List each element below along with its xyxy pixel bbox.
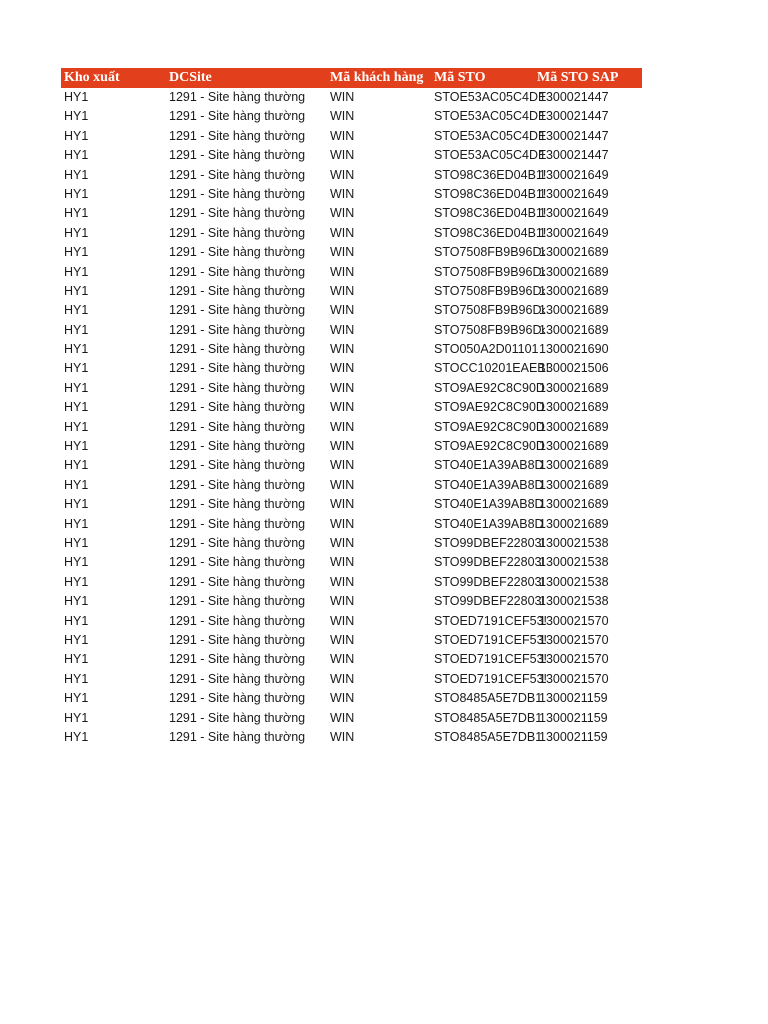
cell-ma-khach-hang[interactable]: WIN — [330, 225, 355, 240]
cell-dcsite[interactable]: 1291 - Site hàng thường — [169, 439, 306, 454]
cell-ma-sto-sap[interactable]: 1300021689 — [539, 439, 609, 454]
table-header-row — [61, 68, 642, 88]
table-row — [61, 612, 642, 631]
cell-ma-sto-sap[interactable]: 1300021689 — [539, 477, 609, 492]
cell-ma-khach-hang[interactable]: WIN — [330, 90, 355, 104]
cell-ma-sto[interactable]: STO40E1A39AB8D — [434, 477, 544, 492]
cell-dcsite[interactable]: 1291 - Site hàng thường — [169, 516, 306, 531]
cell-ma-khach-hang[interactable]: WIN — [330, 574, 355, 589]
cell-kho-xuat[interactable]: HY1 — [64, 167, 89, 182]
cell-dcsite[interactable]: 1291 - Site hàng thường — [169, 691, 306, 706]
cell-kho-xuat[interactable]: HY1 — [64, 380, 89, 395]
table-row — [61, 592, 642, 611]
cell-kho-xuat[interactable]: HY1 — [64, 516, 89, 531]
cell-ma-khach-hang[interactable]: WIN — [330, 264, 355, 279]
cell-dcsite[interactable]: 1291 - Site hàng thường — [169, 574, 306, 589]
cell-ma-sto-sap[interactable]: 1300021538 — [539, 555, 609, 570]
cell-ma-sto[interactable]: STO99DBEF22803I — [434, 574, 545, 589]
cell-ma-sto[interactable]: STO9AE92C8C90D — [434, 439, 545, 454]
cell-kho-xuat[interactable]: HY1 — [64, 342, 89, 357]
cell-ma-sto-sap[interactable]: 1300021649 — [539, 186, 609, 201]
cell-ma-sto-sap[interactable]: 1300021689 — [539, 380, 609, 395]
cell-kho-xuat[interactable]: HY1 — [64, 555, 89, 570]
table-row — [61, 379, 642, 398]
table-row — [61, 301, 642, 320]
cell-ma-sto[interactable]: STO7508FB9B96D‹ — [434, 303, 546, 318]
cell-kho-xuat[interactable]: HY1 — [64, 710, 89, 725]
table-row — [61, 282, 642, 301]
cell-ma-sto-sap[interactable]: 1300021570 — [539, 632, 609, 647]
cell-ma-khach-hang[interactable]: WIN — [330, 283, 355, 298]
cell-dcsite[interactable]: 1291 - Site hàng thường — [169, 361, 306, 376]
cell-ma-khach-hang[interactable]: WIN — [330, 419, 355, 434]
table-row — [61, 204, 642, 223]
header-ma-sto[interactable]: Mã STO — [434, 70, 486, 85]
table-body — [61, 88, 642, 747]
table-row — [61, 418, 642, 437]
cell-dcsite[interactable]: 1291 - Site hàng thường — [169, 206, 306, 221]
cell-ma-sto-sap[interactable]: 1300021570 — [539, 671, 609, 686]
cell-ma-sto-sap[interactable]: 1300021689 — [539, 516, 609, 531]
cell-ma-khach-hang[interactable]: WIN — [330, 691, 355, 706]
cell-ma-khach-hang[interactable]: WIN — [330, 380, 355, 395]
header-dcsite[interactable]: DCSite — [169, 70, 212, 85]
cell-dcsite[interactable]: 1291 - Site hàng thường — [169, 652, 306, 667]
cell-ma-khach-hang[interactable]: WIN — [330, 439, 355, 454]
cell-ma-sto[interactable]: STO40E1A39AB8D — [434, 497, 544, 512]
cell-ma-sto-sap[interactable]: 1300021689 — [539, 283, 609, 298]
cell-ma-sto-sap[interactable]: 1300021689 — [539, 245, 609, 260]
cell-ma-sto[interactable]: STO7508FB9B96D‹ — [434, 264, 546, 279]
spreadsheet-table — [61, 68, 642, 747]
table-row — [61, 166, 642, 185]
cell-ma-khach-hang[interactable]: WIN — [330, 710, 355, 725]
header-kho-xuat[interactable]: Kho xuất — [64, 70, 120, 85]
cell-ma-khach-hang[interactable]: WIN — [330, 400, 355, 415]
cell-dcsite[interactable]: 1291 - Site hàng thường — [169, 283, 306, 298]
table-row — [61, 709, 642, 728]
cell-ma-sto[interactable]: STOE53AC05C4DE — [434, 109, 547, 124]
cell-ma-sto[interactable]: STOCC10201EAEB! — [434, 361, 550, 376]
cell-ma-sto[interactable]: STO9AE92C8C90D — [434, 400, 545, 415]
cell-dcsite[interactable]: 1291 - Site hàng thường — [169, 419, 306, 434]
cell-dcsite[interactable]: 1291 - Site hàng thường — [169, 671, 306, 686]
cell-ma-khach-hang[interactable]: WIN — [330, 109, 355, 124]
table-row — [61, 398, 642, 417]
cell-kho-xuat[interactable]: HY1 — [64, 574, 89, 589]
table-row — [61, 127, 642, 146]
cell-dcsite[interactable]: 1291 - Site hàng thường — [169, 729, 306, 744]
cell-dcsite[interactable]: 1291 - Site hàng thường — [169, 148, 306, 163]
cell-ma-sto-sap[interactable]: 1300021570 — [539, 652, 609, 667]
cell-ma-sto-sap[interactable]: 1300021447 — [539, 128, 609, 143]
cell-ma-sto-sap[interactable]: 1300021538 — [539, 535, 609, 550]
table-row — [61, 515, 642, 534]
table-row — [61, 631, 642, 650]
table-row — [61, 728, 642, 747]
cell-ma-khach-hang[interactable]: WIN — [330, 652, 355, 667]
cell-ma-sto[interactable]: STOE53AC05C4DE — [434, 148, 547, 163]
cell-kho-xuat[interactable]: HY1 — [64, 594, 89, 609]
cell-kho-xuat[interactable]: HY1 — [64, 148, 89, 163]
cell-ma-sto[interactable]: STO7508FB9B96D‹ — [434, 283, 546, 298]
cell-ma-sto-sap[interactable]: 1300021689 — [539, 322, 609, 337]
cell-ma-sto[interactable]: STO8485A5E7DB1 — [434, 729, 543, 744]
header-ma-sto-sap[interactable]: Mã STO SAP — [537, 70, 619, 85]
table-row — [61, 573, 642, 592]
cell-dcsite[interactable]: 1291 - Site hàng thường — [169, 710, 306, 725]
cell-kho-xuat[interactable]: HY1 — [64, 206, 89, 221]
cell-ma-sto[interactable]: STOE53AC05C4DE — [434, 90, 547, 104]
cell-ma-khach-hang[interactable]: WIN — [330, 186, 355, 201]
table-row — [61, 495, 642, 514]
cell-kho-xuat[interactable]: HY1 — [64, 632, 89, 647]
cell-ma-sto[interactable]: STO7508FB9B96D‹ — [434, 322, 546, 337]
cell-dcsite[interactable]: 1291 - Site hàng thường — [169, 497, 306, 512]
cell-kho-xuat[interactable]: HY1 — [64, 613, 89, 628]
cell-ma-sto-sap[interactable]: 1300021649 — [539, 167, 609, 182]
table-row — [61, 553, 642, 572]
cell-ma-sto[interactable]: STO99DBEF22803I — [434, 555, 545, 570]
cell-ma-khach-hang[interactable]: WIN — [330, 671, 355, 686]
cell-ma-sto-sap[interactable]: 1300021538 — [539, 574, 609, 589]
cell-ma-sto-sap[interactable]: 1300021689 — [539, 419, 609, 434]
cell-ma-sto[interactable]: STOED7191CEF53! — [434, 652, 548, 667]
cell-ma-sto[interactable]: STO98C36ED04B1! — [434, 225, 547, 240]
cell-ma-sto-sap[interactable]: 1300021159 — [539, 729, 608, 744]
table-row — [61, 107, 642, 126]
cell-kho-xuat[interactable]: HY1 — [64, 535, 89, 550]
cell-ma-sto[interactable]: STO99DBEF22803I — [434, 535, 545, 550]
cell-ma-sto[interactable]: STOE53AC05C4DE — [434, 128, 547, 143]
cell-dcsite[interactable]: 1291 - Site hàng thường — [169, 264, 306, 279]
cell-dcsite[interactable]: 1291 - Site hàng thường — [169, 613, 306, 628]
cell-dcsite[interactable]: 1291 - Site hàng thường — [169, 458, 306, 473]
cell-kho-xuat[interactable]: HY1 — [64, 691, 89, 706]
cell-kho-xuat[interactable]: HY1 — [64, 652, 89, 667]
cell-kho-xuat[interactable]: HY1 — [64, 264, 89, 279]
cell-ma-khach-hang[interactable]: WIN — [330, 148, 355, 163]
cell-ma-sto[interactable]: STO9AE92C8C90D — [434, 380, 545, 395]
cell-ma-khach-hang[interactable]: WIN — [330, 555, 355, 570]
cell-dcsite[interactable]: 1291 - Site hàng thường — [169, 477, 306, 492]
cell-ma-sto-sap[interactable]: 1300021649 — [539, 225, 609, 240]
cell-ma-khach-hang[interactable]: WIN — [330, 613, 355, 628]
cell-dcsite[interactable]: 1291 - Site hàng thường — [169, 342, 306, 357]
cell-ma-sto[interactable]: STO98C36ED04B1! — [434, 186, 547, 201]
table-row — [61, 476, 642, 495]
cell-ma-sto-sap[interactable]: 1300021447 — [539, 109, 609, 124]
cell-kho-xuat[interactable]: HY1 — [64, 400, 89, 415]
cell-dcsite[interactable]: 1291 - Site hàng thường — [169, 167, 306, 182]
cell-ma-sto[interactable]: STO8485A5E7DB1 — [434, 691, 543, 706]
cell-dcsite[interactable]: 1291 - Site hàng thường — [169, 555, 306, 570]
table-row — [61, 185, 642, 204]
cell-ma-sto[interactable]: STO40E1A39AB8D — [434, 458, 544, 473]
cell-dcsite[interactable]: 1291 - Site hàng thường — [169, 380, 306, 395]
table-row — [61, 437, 642, 456]
cell-kho-xuat[interactable]: HY1 — [64, 322, 89, 337]
cell-dcsite[interactable]: 1291 - Site hàng thường — [169, 322, 306, 337]
cell-ma-sto[interactable]: STO40E1A39AB8D — [434, 516, 544, 531]
cell-ma-sto-sap[interactable]: 1300021689 — [539, 458, 609, 473]
cell-kho-xuat[interactable]: HY1 — [64, 186, 89, 201]
table-row — [61, 88, 642, 107]
cell-ma-sto-sap[interactable]: 1300021538 — [539, 594, 609, 609]
cell-ma-sto-sap[interactable]: 1300021159 — [539, 710, 608, 725]
table-row — [61, 146, 642, 165]
table-row — [61, 243, 642, 262]
cell-ma-khach-hang[interactable]: WIN — [330, 128, 355, 143]
cell-ma-sto-sap[interactable]: 1300021689 — [539, 264, 609, 279]
cell-ma-sto[interactable]: STO8485A5E7DB1 — [434, 710, 543, 725]
cell-kho-xuat[interactable]: HY1 — [64, 671, 89, 686]
cell-ma-khach-hang[interactable]: WIN — [330, 535, 355, 550]
cell-dcsite[interactable]: 1291 - Site hàng thường — [169, 109, 306, 124]
table-row — [61, 359, 642, 378]
cell-ma-sto-sap[interactable]: 1300021570 — [539, 613, 609, 628]
cell-dcsite[interactable]: 1291 - Site hàng thường — [169, 535, 306, 550]
cell-ma-khach-hang[interactable]: WIN — [330, 342, 355, 357]
cell-ma-sto[interactable]: STOED7191CEF53! — [434, 671, 548, 686]
cell-ma-khach-hang[interactable]: WIN — [330, 167, 355, 182]
cell-ma-khach-hang[interactable]: WIN — [330, 245, 355, 260]
cell-ma-sto[interactable]: STO050A2D01101 — [434, 342, 539, 357]
cell-kho-xuat[interactable]: HY1 — [64, 419, 89, 434]
cell-ma-khach-hang[interactable]: WIN — [330, 516, 355, 531]
cell-ma-sto-sap[interactable]: 1300021447 — [539, 90, 609, 104]
cell-dcsite[interactable]: 1291 - Site hàng thường — [169, 400, 306, 415]
cell-ma-khach-hang[interactable]: WIN — [330, 632, 355, 647]
cell-dcsite[interactable]: 1291 - Site hàng thường — [169, 303, 306, 318]
cell-kho-xuat[interactable]: HY1 — [64, 361, 89, 376]
cell-ma-khach-hang[interactable]: WIN — [330, 303, 355, 318]
cell-kho-xuat[interactable]: HY1 — [64, 729, 89, 744]
cell-ma-khach-hang[interactable]: WIN — [330, 458, 355, 473]
header-ma-khach-hang[interactable]: Mã khách hàng — [330, 70, 424, 85]
cell-ma-sto-sap[interactable]: 1300021447 — [539, 148, 609, 163]
cell-ma-khach-hang[interactable]: WIN — [330, 361, 355, 376]
cell-kho-xuat[interactable]: HY1 — [64, 497, 89, 512]
cell-ma-sto[interactable]: STO98C36ED04B1! — [434, 206, 547, 221]
cell-ma-sto-sap[interactable]: 1300021689 — [539, 303, 609, 318]
cell-ma-sto[interactable]: STO7508FB9B96D‹ — [434, 245, 546, 260]
cell-kho-xuat[interactable]: HY1 — [64, 283, 89, 298]
cell-ma-sto-sap[interactable]: 1300021649 — [539, 206, 609, 221]
cell-ma-sto-sap[interactable]: 1300021689 — [539, 400, 609, 415]
table-row — [61, 650, 642, 669]
cell-ma-khach-hang[interactable]: WIN — [330, 206, 355, 221]
cell-ma-sto-sap[interactable]: 1300021159 — [539, 691, 608, 706]
table-row — [61, 456, 642, 475]
table-row — [61, 224, 642, 243]
table-row — [61, 321, 642, 340]
cell-ma-khach-hang[interactable]: WIN — [330, 729, 355, 744]
cell-kho-xuat[interactable]: HY1 — [64, 225, 89, 240]
table-row — [61, 689, 642, 708]
cell-dcsite[interactable]: 1291 - Site hàng thường — [169, 128, 306, 143]
cell-ma-sto-sap[interactable]: 1300021689 — [539, 497, 609, 512]
table-row — [61, 670, 642, 689]
cell-ma-sto[interactable]: STOED7191CEF53! — [434, 632, 548, 647]
cell-ma-sto-sap[interactable]: 1300021690 — [539, 342, 609, 357]
cell-dcsite[interactable]: 1291 - Site hàng thường — [169, 90, 306, 104]
cell-ma-khach-hang[interactable]: WIN — [330, 594, 355, 609]
cell-kho-xuat[interactable]: HY1 — [64, 128, 89, 143]
cell-ma-sto[interactable]: STO99DBEF22803I — [434, 594, 545, 609]
cell-kho-xuat[interactable]: HY1 — [64, 109, 89, 124]
cell-kho-xuat[interactable]: HY1 — [64, 303, 89, 318]
cell-dcsite[interactable]: 1291 - Site hàng thường — [169, 186, 306, 201]
cell-kho-xuat[interactable]: HY1 — [64, 245, 89, 260]
cell-kho-xuat[interactable]: HY1 — [64, 458, 89, 473]
cell-ma-khach-hang[interactable]: WIN — [330, 497, 355, 512]
cell-ma-khach-hang[interactable]: WIN — [330, 322, 355, 337]
table-row — [61, 340, 642, 359]
cell-ma-sto-sap[interactable]: 1300021506 — [539, 361, 609, 376]
cell-kho-xuat[interactable]: HY1 — [64, 439, 89, 454]
cell-ma-sto[interactable]: STOED7191CEF53! — [434, 613, 548, 628]
cell-dcsite[interactable]: 1291 - Site hàng thường — [169, 632, 306, 647]
table-row — [61, 534, 642, 553]
cell-dcsite[interactable]: 1291 - Site hàng thường — [169, 225, 306, 240]
cell-ma-sto[interactable]: STO98C36ED04B1! — [434, 167, 547, 182]
cell-ma-khach-hang[interactable]: WIN — [330, 477, 355, 492]
cell-ma-sto[interactable]: STO9AE92C8C90D — [434, 419, 545, 434]
cell-kho-xuat[interactable]: HY1 — [64, 477, 89, 492]
cell-dcsite[interactable]: 1291 - Site hàng thường — [169, 594, 306, 609]
cell-kho-xuat[interactable]: HY1 — [64, 90, 89, 104]
table-row — [61, 263, 642, 282]
cell-dcsite[interactable]: 1291 - Site hàng thường — [169, 245, 306, 260]
